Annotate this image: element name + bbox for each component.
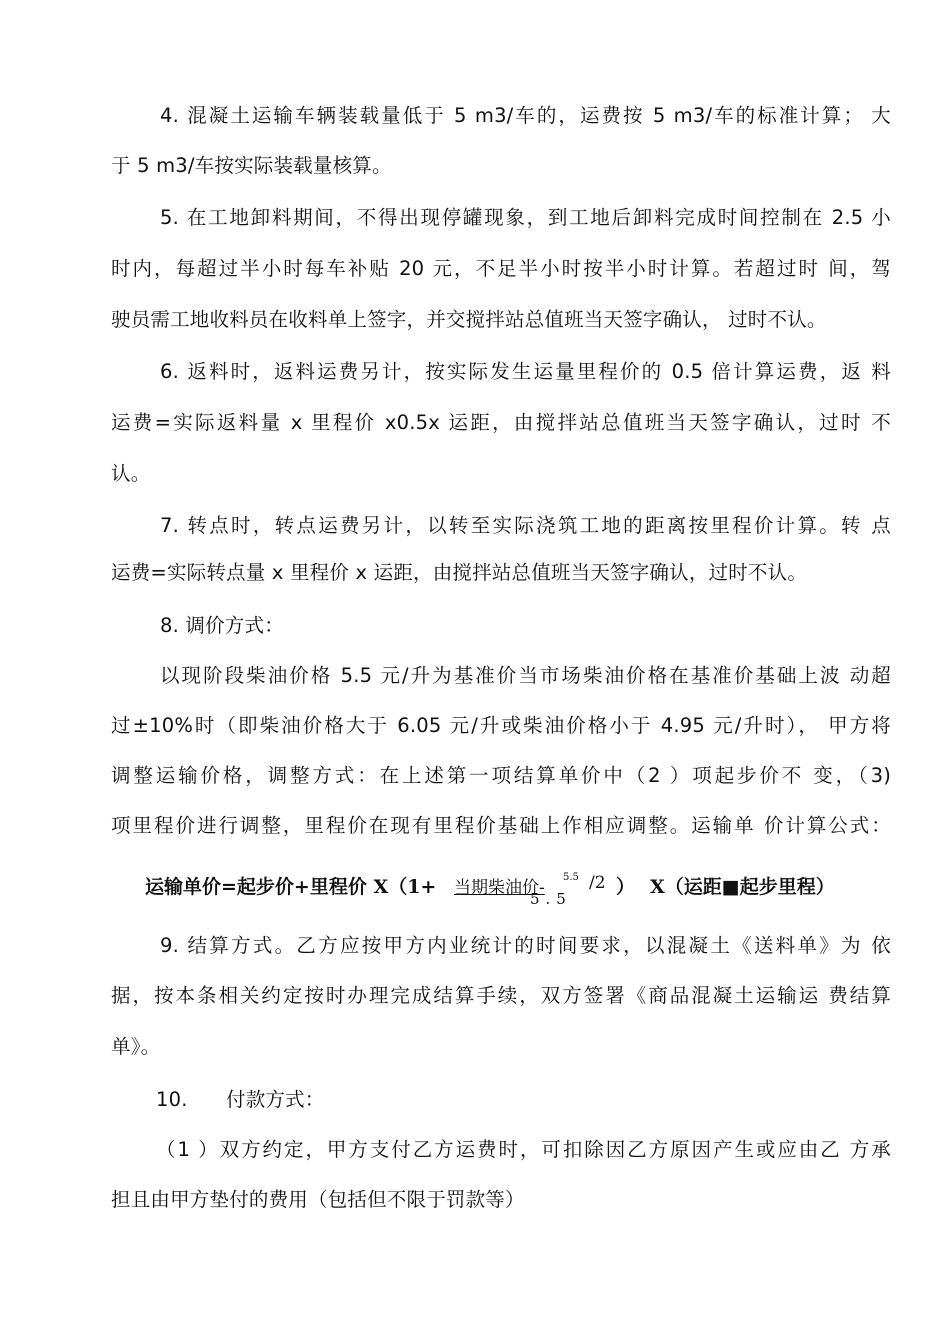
paragraph-4-line-1: 4. 混凝土运输车辆装载量低于 5 m3/车的，运费按 5 m3/车的标准计算； 大 [160,104,891,127]
formula-denominator: 5.5 [530,890,572,908]
paragraph-4-line-2: 于 5 m3/车按实际装载量核算。 [111,154,392,177]
paragraph-9-line-1: 9. 结算方式。乙方应按甲方内业统计的时间要求，以混凝土《送料单》为 依 [160,934,891,957]
paragraph-5-line-3: 驶员需工地收料员在收料单上签字，并交搅拌站总值班当天签字确认， 过时不认。 [111,308,827,331]
formula-numerator: 当期柴油价- [454,878,545,898]
paragraph-8-line-1: 以现阶段柴油价格 5.5 元/升为基准价当市场柴油价格在基准价基础上波 动超 [160,664,891,687]
paragraph-10-item-1-line-2: 担且由甲方垫付的费用（包括但不限于罚款等） [111,1188,525,1211]
paragraph-9-line-3: 单》。 [111,1035,161,1058]
paragraph-7-line-1: 7. 转点时，转点运费另计，以转至实际浇筑工地的距离按里程价计算。转 点 [160,514,891,537]
paragraph-8-heading: 8. 调价方式： [160,614,284,637]
formula-divisor: /2 [589,873,606,893]
formula-close-paren: ） [616,876,636,898]
formula-left: 运输单价=起步价+里程价 X（1+ [145,876,437,898]
paragraph-8-line-4: 项里程价进行调整，里程价在现有里程价基础上作相应调整。运输单 价计算公式： [111,814,891,837]
formula-right: X（运距■起步里程） [650,876,835,898]
formula-superscript: 5.5 [563,872,579,883]
paragraph-6-line-1: 6. 返料时，返料运费另计，按实际发生运量里程价的 0.5 倍计算运费，返 料 [160,360,891,383]
paragraph-10-heading: 10. 付款方式： [156,1088,325,1111]
paragraph-8-line-3: 调整运输价格，调整方式：在上述第一项结算单价中（2 ）项起步价不 变，（3) [111,764,891,787]
paragraph-9-line-2: 据，按本条相关约定按时办理完成结算手续，双方签署《商品混凝土运输运 费结算 [111,984,891,1007]
paragraph-6-line-3: 认。 [111,462,151,485]
paragraph-7-line-2: 运费=实际转点量 x 里程价 x 运距，由搅拌站总值班当天签字确认，过时不认。 [111,561,808,584]
paragraph-5-line-2: 时内，每超过半小时每车补贴 20 元，不足半小时按半小时计算。若超过时 间，驾 [111,257,891,280]
paragraph-6-line-2: 运费=实际返料量 x 里程价 x0.5x 运距，由搅拌站总值班当天签字确认，过时 不 [111,411,891,434]
paragraph-10-item-1-line-1: （1 ）双方约定，甲方支付乙方运费时，可扣除因乙方原因产生或应由乙 方承 [156,1138,891,1161]
price-formula [145,868,885,918]
paragraph-5-line-1: 5. 在工地卸料期间，不得出现停罐现象，到工地后卸料完成时间控制在 2.5 小 [160,206,891,229]
paragraph-8-line-2: 过±10%时（即柴油价格大于 6.05 元/升或柴油价格小于 4.95 元/升时）， 甲方将 [111,714,891,737]
